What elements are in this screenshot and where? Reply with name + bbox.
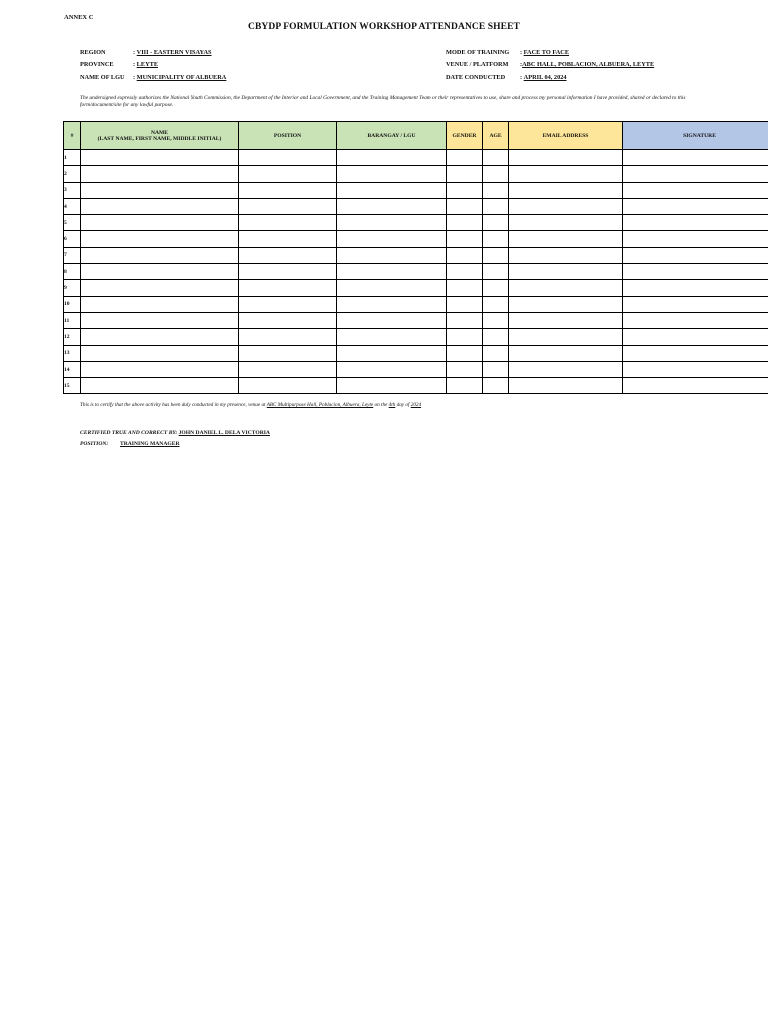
name-cell[interactable] xyxy=(81,231,239,247)
gender-cell[interactable] xyxy=(447,247,483,263)
name-cell[interactable] xyxy=(81,264,239,280)
position-row xyxy=(80,439,270,450)
signature-cell[interactable] xyxy=(623,329,768,345)
header-name xyxy=(81,122,239,150)
name-cell[interactable] xyxy=(81,296,239,312)
certification-statement xyxy=(80,402,421,408)
email-cell[interactable] xyxy=(509,264,623,280)
row-number: 8 xyxy=(64,264,81,280)
table-row xyxy=(64,264,768,280)
position-cell[interactable] xyxy=(239,312,337,328)
row-number: 11 xyxy=(64,312,81,328)
gender-cell[interactable] xyxy=(447,215,483,231)
age-cell[interactable] xyxy=(483,231,509,247)
gender-cell[interactable] xyxy=(447,312,483,328)
position-cell[interactable] xyxy=(239,280,337,296)
info-row-venue: VENUE / PLATFORM : ABC HALL, POBLACION, ALBUERA, LEYTE xyxy=(446,61,655,69)
barangay-cell[interactable] xyxy=(337,247,447,263)
position-label: POSITION: xyxy=(80,440,109,447)
barangay-cell[interactable] xyxy=(337,166,447,182)
signature-cell[interactable] xyxy=(623,231,768,247)
position-cell[interactable] xyxy=(239,296,337,312)
email-cell[interactable] xyxy=(509,361,623,377)
name-cell[interactable] xyxy=(81,361,239,377)
date-value: APRIL 04, 2024 xyxy=(523,73,567,81)
certify-year: 2024 xyxy=(410,402,422,408)
position-value: TRAINING MANAGER xyxy=(120,440,180,447)
certify-on-the: on the xyxy=(374,402,388,408)
name-cell[interactable] xyxy=(81,378,239,394)
gender-cell[interactable] xyxy=(447,264,483,280)
name-cell[interactable] xyxy=(81,345,239,361)
position-cell[interactable] xyxy=(239,150,337,166)
signature-cell[interactable] xyxy=(623,150,768,166)
signature-cell[interactable] xyxy=(623,264,768,280)
info-right-block xyxy=(446,46,654,84)
mode-value: FACE TO FACE xyxy=(523,48,570,56)
document-title: CBYDP FORMULATION WORKSHOP ATTENDANCE SHEET xyxy=(248,22,520,32)
age-cell[interactable] xyxy=(483,247,509,263)
email-cell[interactable] xyxy=(509,345,623,361)
row-number: 13 xyxy=(64,345,81,361)
province-label: PROVINCE xyxy=(80,61,114,69)
table-row xyxy=(64,280,768,296)
certify-venue: ABC Multipurpose Hall, Poblacion, Albuera, Leyte xyxy=(266,402,374,408)
region-value: VIII - EASTERN VISAYAS xyxy=(136,48,212,56)
age-cell[interactable] xyxy=(483,378,509,394)
table-row xyxy=(64,182,768,198)
table-row xyxy=(64,150,768,166)
position-cell[interactable] xyxy=(239,329,337,345)
name-cell[interactable] xyxy=(81,280,239,296)
signature-cell[interactable] xyxy=(623,182,768,198)
info-left-block xyxy=(80,46,226,84)
position-cell[interactable] xyxy=(239,361,337,377)
gender-cell[interactable] xyxy=(447,231,483,247)
age-cell[interactable] xyxy=(483,345,509,361)
signature-cell[interactable] xyxy=(623,361,768,377)
name-cell[interactable] xyxy=(81,150,239,166)
row-number: 4 xyxy=(64,198,81,214)
age-cell[interactable] xyxy=(483,182,509,198)
header-position: POSITION xyxy=(239,122,337,150)
row-number: 9 xyxy=(64,280,81,296)
barangay-cell[interactable] xyxy=(337,182,447,198)
age-cell[interactable] xyxy=(483,361,509,377)
age-cell[interactable] xyxy=(483,329,509,345)
certified-by-label: CERTIFIED TRUE AND CORRECT BY: xyxy=(80,430,178,437)
row-number: 2 xyxy=(64,166,81,182)
signature-cell[interactable] xyxy=(623,296,768,312)
barangay-cell[interactable] xyxy=(337,264,447,280)
name-cell[interactable] xyxy=(81,312,239,328)
row-number: 6 xyxy=(64,231,81,247)
gender-cell[interactable] xyxy=(447,361,483,377)
barangay-cell[interactable] xyxy=(337,378,447,394)
header-gender: GENDER xyxy=(447,122,483,150)
info-row-lgu: NAME OF LGU : MUNICIPALITY OF ALBUERA xyxy=(80,73,227,81)
certify-prefix: This is to certify that the above activity has been duly conducted in my presence, venue at xyxy=(80,402,266,408)
table-row xyxy=(64,198,768,214)
row-number: 10 xyxy=(64,296,81,312)
gender-cell[interactable] xyxy=(447,150,483,166)
signature-cell[interactable] xyxy=(623,345,768,361)
table-row xyxy=(64,247,768,263)
table-row xyxy=(64,231,768,247)
gender-cell[interactable] xyxy=(447,378,483,394)
barangay-cell[interactable] xyxy=(337,361,447,377)
annex-label: ANNEX C xyxy=(64,14,94,21)
age-cell[interactable] xyxy=(483,166,509,182)
gender-cell[interactable] xyxy=(447,280,483,296)
table-row xyxy=(64,329,768,345)
barangay-cell[interactable] xyxy=(337,329,447,345)
signature-cell[interactable] xyxy=(623,166,768,182)
header-signature: SIGNATURE xyxy=(623,122,768,150)
barangay-cell[interactable] xyxy=(337,280,447,296)
position-cell[interactable] xyxy=(239,198,337,214)
signature-cell[interactable] xyxy=(623,198,768,214)
position-cell[interactable] xyxy=(239,182,337,198)
certified-by-name: JOHN DANIEL L. DELA VICTORIA xyxy=(178,430,270,437)
age-cell[interactable] xyxy=(483,296,509,312)
email-cell[interactable] xyxy=(509,231,623,247)
age-cell[interactable] xyxy=(483,150,509,166)
row-number: 15 xyxy=(64,378,81,394)
row-number: 14 xyxy=(64,361,81,377)
region-label: REGION xyxy=(80,48,106,56)
position-cell[interactable] xyxy=(239,378,337,394)
attendance-table xyxy=(63,121,768,394)
header-name-line1: NAME xyxy=(150,129,169,136)
barangay-cell[interactable] xyxy=(337,215,447,231)
signature-cell[interactable] xyxy=(623,280,768,296)
signature-cell[interactable] xyxy=(623,378,768,394)
barangay-cell[interactable] xyxy=(337,296,447,312)
email-cell[interactable] xyxy=(509,215,623,231)
email-cell[interactable] xyxy=(509,280,623,296)
email-cell[interactable] xyxy=(509,247,623,263)
province-value: LEYTE xyxy=(136,61,159,69)
venue-label: VENUE / PLATFORM xyxy=(446,61,509,69)
gender-cell[interactable] xyxy=(447,182,483,198)
name-cell[interactable] xyxy=(81,198,239,214)
barangay-cell[interactable] xyxy=(337,345,447,361)
email-cell[interactable] xyxy=(509,296,623,312)
signature-cell[interactable] xyxy=(623,312,768,328)
gender-cell[interactable] xyxy=(447,296,483,312)
name-cell[interactable] xyxy=(81,329,239,345)
age-cell[interactable] xyxy=(483,215,509,231)
table-row xyxy=(64,166,768,182)
age-cell[interactable] xyxy=(483,280,509,296)
age-cell[interactable] xyxy=(483,264,509,280)
table-row xyxy=(64,312,768,328)
info-row-date: DATE CONDUCTED : APRIL 04, 2024 xyxy=(446,73,567,81)
age-cell[interactable] xyxy=(483,312,509,328)
email-cell[interactable] xyxy=(509,312,623,328)
venue-value: ABC HALL, POBLACION, ALBUERA, LEYTE xyxy=(522,61,655,69)
email-cell[interactable] xyxy=(509,329,623,345)
name-cell[interactable] xyxy=(81,182,239,198)
info-row-mode: MODE OF TRAINING : FACE TO FACE xyxy=(446,48,570,56)
position-cell[interactable] xyxy=(239,231,337,247)
table-header-row xyxy=(64,122,768,150)
table-row xyxy=(64,378,768,394)
header-email: EMAIL ADDRESS xyxy=(509,122,623,150)
barangay-cell[interactable] xyxy=(337,150,447,166)
email-cell[interactable] xyxy=(509,182,623,198)
position-cell[interactable] xyxy=(239,345,337,361)
table-row xyxy=(64,215,768,231)
row-number: 7 xyxy=(64,247,81,263)
email-cell[interactable] xyxy=(509,166,623,182)
name-cell[interactable] xyxy=(81,215,239,231)
position-cell[interactable] xyxy=(239,264,337,280)
barangay-cell[interactable] xyxy=(337,198,447,214)
header-number: # xyxy=(64,122,81,150)
email-cell[interactable] xyxy=(509,150,623,166)
email-cell[interactable] xyxy=(509,198,623,214)
info-row-region: REGION : VIII - EASTERN VISAYAS xyxy=(80,48,212,56)
position-cell[interactable] xyxy=(239,215,337,231)
signature-cell[interactable] xyxy=(623,215,768,231)
gender-cell[interactable] xyxy=(447,198,483,214)
age-cell[interactable] xyxy=(483,198,509,214)
name-cell[interactable] xyxy=(81,247,239,263)
email-cell[interactable] xyxy=(509,378,623,394)
certify-day-of: day of xyxy=(396,402,410,408)
row-number: 5 xyxy=(64,215,81,231)
info-row-province: PROVINCE : LEYTE xyxy=(80,61,159,69)
mode-label: MODE OF TRAINING xyxy=(446,48,510,56)
date-label: DATE CONDUCTED xyxy=(446,73,506,81)
signoff-block xyxy=(80,428,270,449)
table-row xyxy=(64,361,768,377)
lgu-value: MUNICIPALITY OF ALBUERA xyxy=(136,73,227,81)
barangay-cell[interactable] xyxy=(337,231,447,247)
name-cell[interactable] xyxy=(81,166,239,182)
header-name-line2: (LAST NAME, FIRST NAME, MIDDLE INITIAL) xyxy=(97,135,222,142)
row-number: 3 xyxy=(64,182,81,198)
certified-by-row xyxy=(80,428,270,439)
barangay-cell[interactable] xyxy=(337,312,447,328)
certify-day: 4th xyxy=(388,402,396,408)
attendance-table-body xyxy=(64,150,768,394)
table-row xyxy=(64,296,768,312)
gender-cell[interactable] xyxy=(447,345,483,361)
consent-statement: The undersigned expressly authorizes the National Youth Commission, the Department of the Interior and Local Government, and the Training Management Team or their representatives to use, share and process my personal information I have provided, shared or declared to this form/document/site for any lawful purpose. xyxy=(80,95,686,108)
row-number: 1 xyxy=(64,150,81,166)
signature-cell[interactable] xyxy=(623,247,768,263)
gender-cell[interactable] xyxy=(447,166,483,182)
lgu-label: NAME OF LGU xyxy=(80,73,125,81)
table-row xyxy=(64,345,768,361)
header-age: AGE xyxy=(483,122,509,150)
header-barangay: BARANGAY / LGU xyxy=(337,122,447,150)
gender-cell[interactable] xyxy=(447,329,483,345)
position-cell[interactable] xyxy=(239,166,337,182)
row-number: 12 xyxy=(64,329,81,345)
position-cell[interactable] xyxy=(239,247,337,263)
